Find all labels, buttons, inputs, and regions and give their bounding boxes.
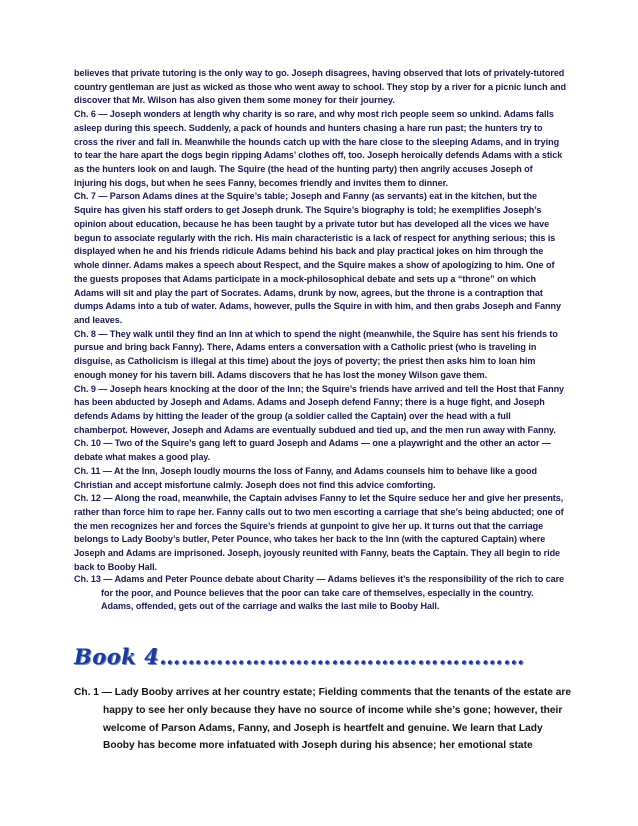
paragraph-book4-ch1: Ch. 1 — Lady Booby arrives at her country estate; Fielding comments that the tenants of the estate are happy to see her only because they have no source of income while she’s gone; however, their welcome of Parson Adams, Fanny, and Joseph is heartfelt and genuine. We learn that Lady Booby has become more infatuated with Joseph during his absence; her emotional state bbox=[74, 687, 572, 752]
paragraph-ch7: Ch. 7 — Parson Adams dines at the Squire’s table; Joseph and Fanny (as servants) eat in the kitchen, but the Squire has given his staff orders to get Joseph drunk. The Squire’s biography is told; he exemplifies Joseph’s opinion about education, because he has been taught by a private tutor but has developed all the vices we have begun to associate regularly with the rich. His main characteristic is a lack of respect for anything serious; this is displayed when he and his friends ridicule Adams behind his back and play practical jokes on him through the whole dinner. Adams makes a speech about Respect, and the Squire makes a show of apologizing to him. One of the guests proposes that Adams participate in a mock-philosophical debate and sets up a “throne” on which Adams will sit and play the part of Socrates. Adams, drunk by now, agrees, but the throne is a contraption that dumps Adams into a tub of water. Adams, however, pulls the Squire in with him, and then grabs Joseph and Fanny and leaves. bbox=[74, 191, 561, 325]
paragraph-ch9: Ch. 9 — Joseph hears knocking at the door of the Inn; the Squire’s friends have arrived and tell the Host that Fanny has been abducted by Joseph and Adams. Adams and Joseph defend Fanny; there is a huge fight, and Joseph defends Adams by hitting the leader of the group (a soldier called the Captain) over the head with a full chamberpot. However, Joseph and Adams are eventually subdued and tied up, and the men run away with Fanny. bbox=[74, 383, 565, 435]
paragraph-ch11: Ch. 11 — At the Inn, Joseph loudly mourns the loss of Fanny, and Adams counsels him to behave like a good Christian and accept misfortune calmly. Joseph does not find this advice comforting. bbox=[74, 465, 537, 490]
paragraph-ch8: Ch. 8 — They walk until they find an Inn at which to spend the night (meanwhile, the Squire has sent his friends to pursue and bring back Fanny). There, Adams enters a conversation with a Catholic priest (who is traveling in disguise, as Catholicism is illegal at this time) about the joys of poverty; the priest then asks him to loan him enough money for his tavern bill. Adams discovers that he has lost the money Wilson gave them. bbox=[74, 328, 558, 380]
paragraph-ch13: Ch. 13 — Adams and Peter Pounce debate about Charity — Adams believes it’s the responsibility of the rich to care for the poor, and Pounce believes that the poor can take care of themselves, especially in the country. Adams, offended, gets out of the carriage and walks the last mile to Booby Hall. bbox=[74, 574, 565, 612]
book3-ch13-block bbox=[74, 573, 566, 614]
paragraph-ch10: Ch. 10 — Two of the Squire’s gang left to guard Joseph and Adams — one a playwright and the other an actor — debate what makes a good play. bbox=[74, 438, 551, 463]
book4-heading: Book 4…………………………………………… bbox=[74, 644, 525, 669]
paragraph-ch12: Ch. 12 — Along the road, meanwhile, the Captain advises Fanny to let the Squire seduce her and give her presents, rather than force him to rape her. Fanny calls out to two men escorting a carriage that she’s being abducted; one of the men recognizes her and forces the Squire’s friends at gunpoint to give her up. It turns out that the carriage belongs to Lady Booby’s butler, Peter Pounce, who takes her back to the Inn (with the captured Captain) where Joseph and Adams are imprisoned. Joseph, joyously reunited with Fanny, beats the Captain. They all begin to ride back to Booby Hall. bbox=[74, 493, 564, 572]
book4-summary-text bbox=[74, 684, 574, 755]
paragraph-ch6: Ch. 6 — Joseph wonders at length why charity is so rare, and why most rich people seem so unkind. Adams falls asleep during this speech. Suddenly, a pack of hounds and hunters chasing a hare run past; the hunters try to cross the river and fall in. Meanwhile the hounds catch up with the hare close to the sleeping Adams, and in trying to tear the hare apart the dogs begin ripping Adams’ clothes off, too. Joseph heroically defends Adams with a stick as the hunters look on and laugh. The Squire (the head of the hunting party) then angrily accuses Joseph of injuring his dogs, but when he sees Fanny, becomes friendly and invites them to dinner. bbox=[74, 109, 563, 188]
book3-summary-text bbox=[74, 67, 566, 575]
paragraph-tutoring: believes that private tutoring is the only way to go. Joseph disagrees, having observed that lots of privately-tutored country gentleman are just as wicked as those who went away to school. They stop by a river for a picnic lunch and discover that Mr. Wilson has also given them some money for their journey. bbox=[74, 68, 567, 106]
